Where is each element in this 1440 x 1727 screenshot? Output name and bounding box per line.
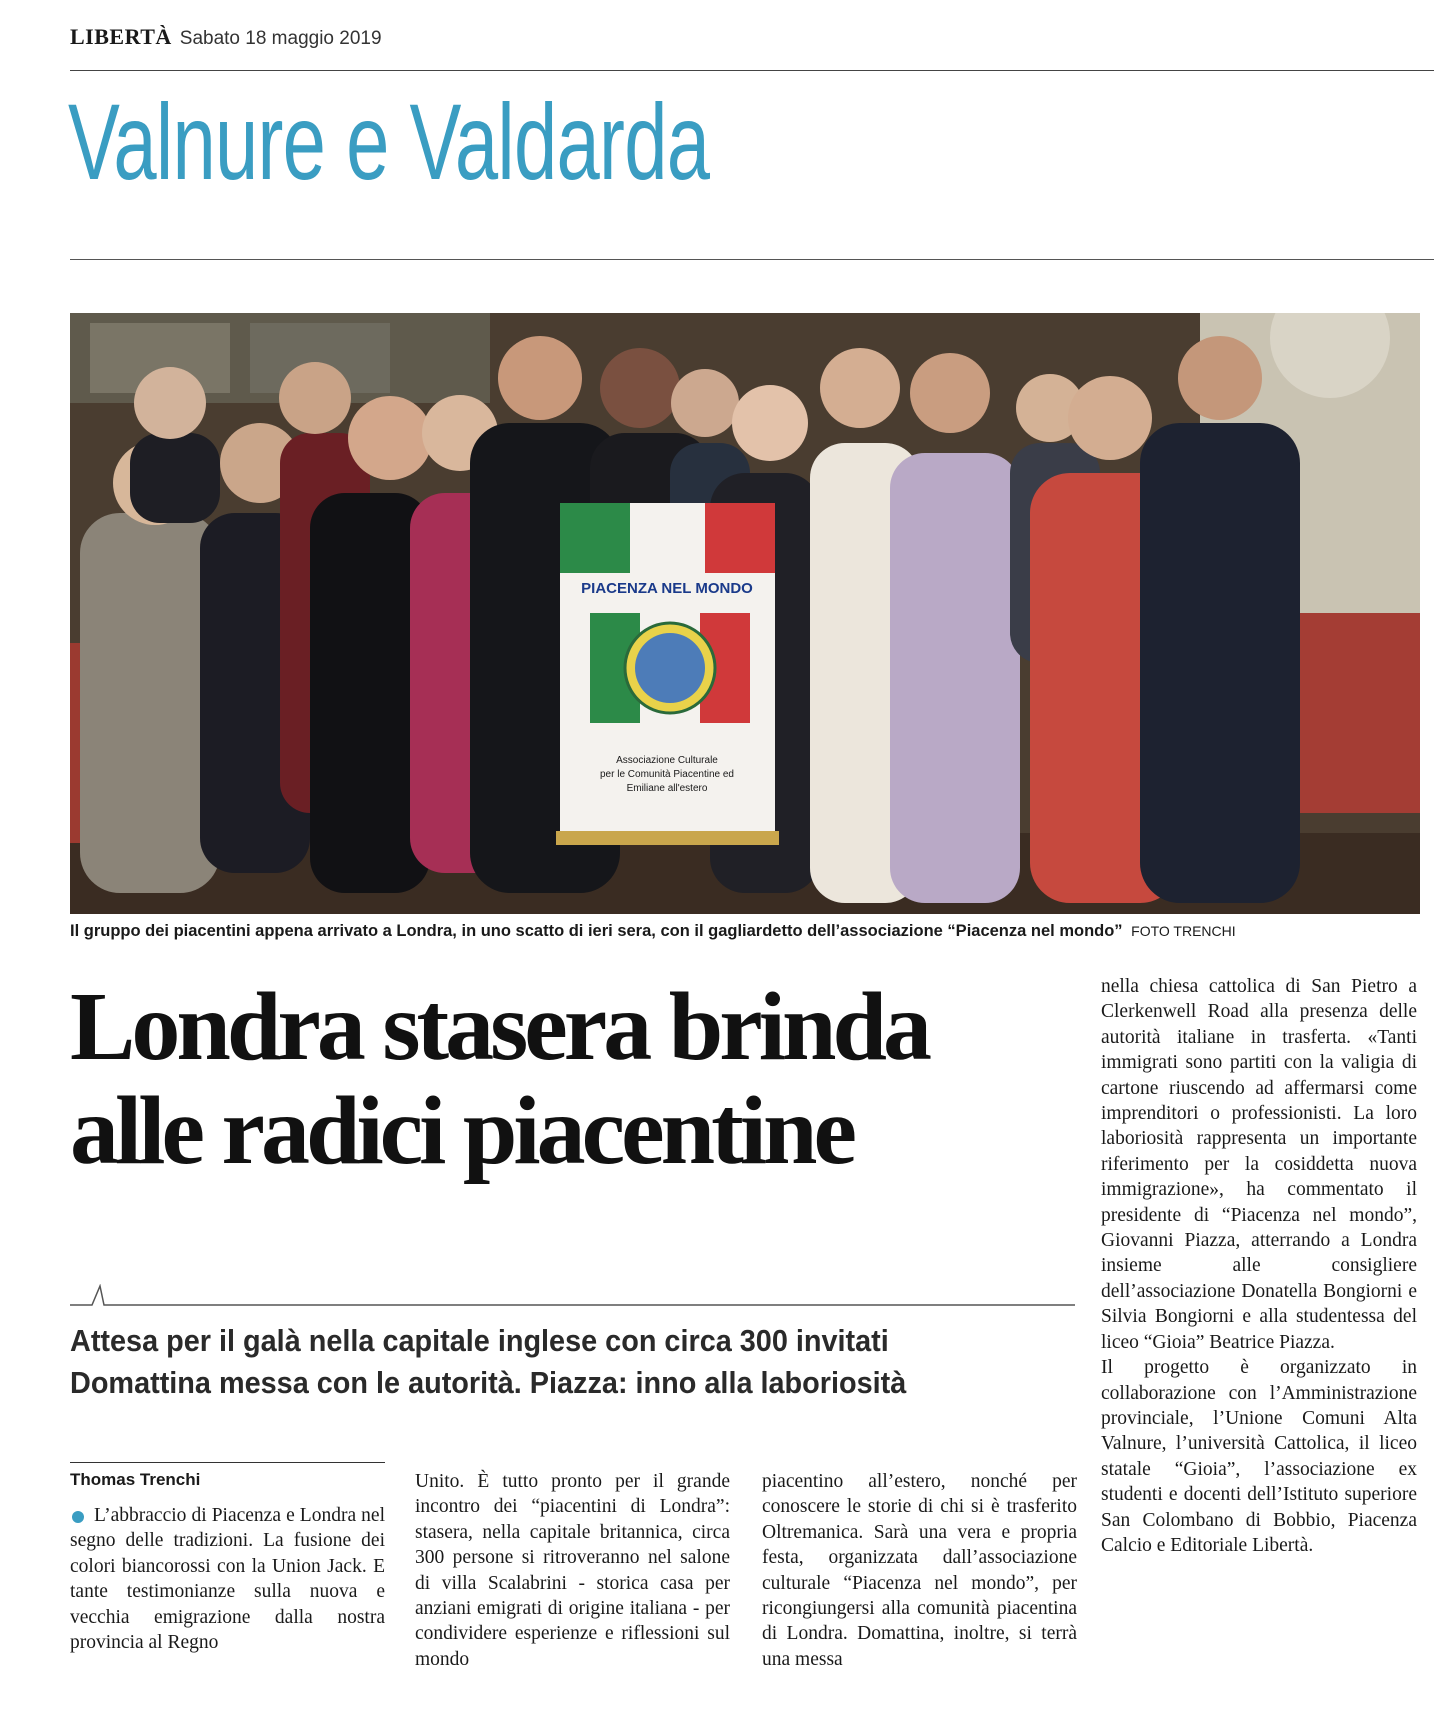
banner-text-1: Associazione Culturale xyxy=(616,755,718,766)
masthead xyxy=(70,24,382,54)
column-1-text: L’abbraccio di Piacenza e Londra nel segno delle tradizioni. La fusione dei colori biancorossi con la Union Jack. E tante testimonianze sulla nuova e vecchia emigrazione dalla nostra provincia al Regno xyxy=(70,1505,385,1654)
bullet-dot-icon xyxy=(72,1511,84,1523)
banner-title: PIACENZA NEL MONDO xyxy=(581,580,753,597)
article-column-4 xyxy=(1101,974,1417,1558)
banner-text-3: Emiliane all'estero xyxy=(626,783,708,794)
top-divider xyxy=(70,70,1434,71)
section-divider xyxy=(70,259,1434,260)
column-4-paragraph-1: nella chiesa cattolica di San Pietro a Clerkenwell Road alla presenza delle autorità italiane in trasferta. «Tanti immigrati sono partiti con la valigia di cartone riuscendo ad affermarsi come imprenditori o professionisti. La loro laboriosità rappresenta un importante riferimento per la cosiddetta nuova immigrazione», ha commentato il presidente di “Piacenza nel mondo”, Giovanni Piazza, atterrando a Londra insieme alle consigliere dell’associazione Donatella Bongiorni e Silvia Bongiorni e alla studentessa del liceo “Gioia” Beatrice Piazza. xyxy=(1101,976,1417,1353)
article-subheadline xyxy=(70,1320,1009,1404)
headline-line-1: Londra stasera brinda xyxy=(70,973,929,1081)
subhead-line-2: Domattina messa con le autorità. Piazza: inno alla laboriosità xyxy=(70,1365,907,1400)
author-byline: Thomas Trenchi xyxy=(70,1470,201,1489)
byline-divider xyxy=(70,1462,385,1463)
column-2-text: Unito. È tutto pronto per il grande incontro dei “piacentini di Londra”: stasera, nella capitale britannica, circa 300 persone si ritroveranno nel salone di villa Scalabrini - storica casa per anziani emigrati di origine italiana - per condividere esperienze e riflessioni sul mondo xyxy=(415,1471,730,1670)
byline-block xyxy=(70,1470,385,1490)
group-photo xyxy=(70,313,1420,914)
headline-line-2: alle radici piacentine xyxy=(70,1077,853,1185)
article-column-3 xyxy=(762,1469,1077,1672)
subhead-line-1: Attesa per il galà nella capitale inglese con circa 300 invitati xyxy=(70,1323,889,1358)
caption-text: Il gruppo dei piacentini appena arrivato a Londra, in uno scatto di ieri sera, con il gagliardetto dell’associazione “Piacenza nel mondo” xyxy=(70,922,1123,940)
article-headline xyxy=(70,975,1080,1183)
column-4-paragraph-2: Il progetto è organizzato in collaborazione con l’Amministrazione provinciale, l’Unione Comuni Alta Valnure, l’università Cattolica, il liceo statale “Gioia”, l’associazione ex studenti e docenti dell’Istituto superiore San Colombano di Bobbio, Piacenza Calcio e Editoriale Libertà. xyxy=(1101,1357,1417,1556)
newspaper-name: LIBERTÀ xyxy=(70,24,172,49)
column-3-text: piacentino all’estero, nonché per conoscere le storie di chi si è trasferito Oltremanica. Sarà una vera e propria festa, organizzata dall’associazione culturale “Piacenza nel mondo”, per ricongiungersi alla comunità piacentina di Londra. Domattina, inoltre, si terrà una messa xyxy=(762,1471,1077,1670)
banner-flag xyxy=(556,503,779,845)
photo-caption xyxy=(70,922,1430,941)
subhead-divider xyxy=(70,1284,1075,1306)
article-column-1 xyxy=(70,1503,385,1655)
issue-date: Sabato 18 maggio 2019 xyxy=(179,28,382,49)
banner-text-2: per le Comunità Piacentine ed xyxy=(600,769,734,780)
section-title: Valnure e Valdarda xyxy=(68,81,710,202)
article-column-2 xyxy=(415,1469,730,1672)
photo-credit: FOTO TRENCHI xyxy=(1131,923,1236,939)
